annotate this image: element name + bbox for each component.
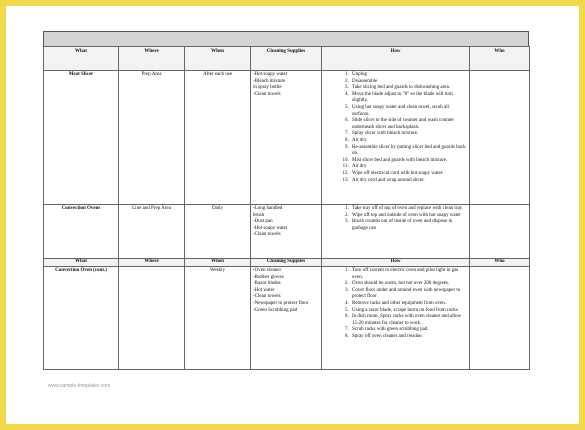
header-when: When — [185, 47, 251, 71]
row-who — [470, 205, 530, 259]
step-item: 2. Oven should be warm, but not over 200 degrees. — [350, 281, 467, 288]
repeat-header-row — [44, 259, 530, 267]
supply-item: brush — [253, 212, 265, 218]
row-when: After each use — [185, 71, 251, 205]
row-who — [470, 71, 530, 205]
table-title-bar — [43, 31, 529, 46]
supply-item: -Newspaper to protect floor — [253, 300, 309, 306]
supply-item: -Hot soapy water — [253, 72, 288, 77]
step-item: 13. Air dry cord and wrap around slicer. — [350, 178, 467, 185]
supply-item: -Oven cleaner — [253, 268, 282, 273]
cleaning-schedule-table — [43, 46, 530, 370]
supply-item: -Clean towels — [253, 294, 281, 300]
header-when: When — [185, 259, 251, 267]
step-item: 8. Air dry — [350, 138, 467, 145]
supply-item: in spray bottle — [253, 85, 282, 91]
supply-item: -Rubber gloves — [253, 274, 284, 280]
step-item: 4. Remove racks and other equipment from oven. — [350, 301, 467, 308]
step-item: 1. Unplug — [350, 72, 467, 79]
step-item: 1. Take tray off of top of oven and replace with clean tray — [350, 206, 467, 213]
header-who: Who — [470, 259, 530, 267]
step-item: 2. Disassemble — [350, 79, 467, 86]
table-row — [44, 71, 530, 205]
row-supplies — [251, 205, 322, 259]
table-row — [44, 267, 530, 370]
step-item: 5. Using a razor blade, scrape burnt on food from racks. — [350, 308, 467, 315]
step-item: 3. Brush crumbs out of inside of oven and dispose in garbage can — [350, 219, 467, 232]
step-item: 3. Cover floor under and around oven with newspaper to protect floor — [350, 288, 467, 301]
step-item: 12. Wipe off electrical cord with hot soapy water. — [350, 171, 467, 178]
header-where: Where — [119, 47, 185, 71]
header-how: How — [322, 47, 470, 71]
step-item: 7. Spray slicer with bleach mixture. — [350, 131, 467, 138]
row-how — [322, 71, 470, 205]
row-when: Daily — [185, 205, 251, 259]
step-item: 2. Wipe off top and outside of oven with hot soapy water — [350, 213, 467, 220]
row-supplies — [251, 267, 322, 370]
supply-item: -Hot water — [253, 287, 275, 293]
header-supplies: Cleaning Supplies — [251, 259, 322, 267]
step-item: 6. In dish room, Spray racks with oven cleaner and allow 15-20 minutes for cleaner to work. — [350, 314, 467, 327]
header-row — [44, 47, 530, 71]
header-who: Who — [470, 47, 530, 71]
supply-item: -Long handled — [253, 206, 283, 211]
row-what: Meat Slicer — [44, 71, 119, 205]
header-what: What — [44, 47, 119, 71]
row-what: Convection Oven (cont.) — [44, 267, 119, 370]
row-when: Weekly — [185, 267, 251, 370]
row-how — [322, 205, 470, 259]
document-sheet — [43, 31, 529, 370]
supply-item: -Green Scrubbing pad — [253, 307, 298, 313]
header-where: Where — [119, 259, 185, 267]
step-item: 4. Move the blade adjust to "0" so the blade will turn slightly. — [350, 92, 467, 105]
step-item: 11. Air dry — [350, 164, 467, 171]
step-item: 1. Turn off current to electric oven and pilot light in gas oven. — [350, 268, 467, 281]
row-where — [119, 267, 185, 370]
header-how: How — [322, 259, 470, 267]
header-supplies: Cleaning Supplies — [251, 47, 322, 71]
row-where: Prep Area — [119, 71, 185, 205]
row-supplies — [251, 71, 322, 205]
header-what: What — [44, 259, 119, 267]
watermark-text: www.sample-templates.com — [48, 383, 111, 389]
row-where: Line and Prep Area — [119, 205, 185, 259]
row-who — [470, 267, 530, 370]
supply-item: -Clean towels — [253, 232, 281, 238]
table-row — [44, 205, 530, 259]
step-item: 7. Scrub racks with green scrubbing pad. — [350, 327, 467, 334]
step-item: 6. Slide slicer to the side of counter and wash counter underneath slicer and backsplash. — [350, 118, 467, 131]
step-item: 9. Re-assemble slicer by putting slicer bed and guards back on. — [350, 145, 467, 158]
step-item: 10. Mist slicer bed and guards with bleach mixture. — [350, 158, 467, 165]
supply-item: -Razor blades — [253, 281, 281, 287]
row-how — [322, 267, 470, 370]
supply-item: -Clean towels — [253, 91, 281, 97]
supply-item: -Hot soapy water — [253, 225, 288, 231]
supply-item: -Dust pan — [253, 219, 273, 225]
step-item: 5. Using hot soapy water and clean towel, scrub all surfaces. — [350, 105, 467, 118]
step-item: 3. Take slicing bed and guards to dishwashing area. — [350, 85, 467, 92]
row-what: Convection Ovens — [44, 205, 119, 259]
step-item: 8. Spray off oven cleaner and residue. — [350, 334, 467, 341]
supply-item: -Bleach mixture — [253, 78, 286, 84]
